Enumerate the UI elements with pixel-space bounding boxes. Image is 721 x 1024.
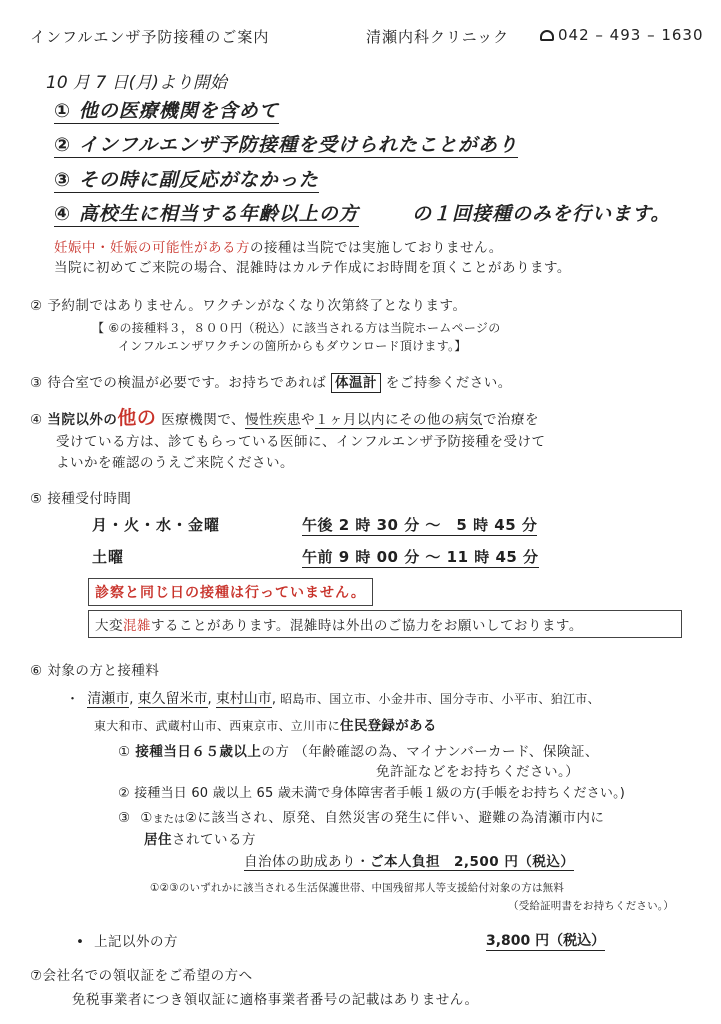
city-higashimurayama: 東村山市 [215, 691, 272, 707]
eligibility-1-line-2: 免許証などをお持ちください。） [376, 764, 580, 780]
city-kiyose: 清瀬市 [87, 691, 130, 707]
thermometer-box: 体温計 [331, 373, 381, 393]
item4-line-2: 受けている方は、診てもらっている医師に、インフルエンザ予防接種を受けて [56, 434, 546, 450]
item7-line [30, 964, 253, 984]
crowd-notice-red: 混雑 [123, 618, 151, 634]
item4-t1: 医療機関で、 [161, 412, 245, 428]
item4-red-other: 他の [117, 407, 157, 429]
item4-line-3: よいかを確認のうえご来院ください。 [56, 455, 294, 471]
eligibility-1-bold: 接種当日６５歳以上 [135, 744, 262, 760]
hours-row-saturday-time: 午前 9 時 00 分 ～ 11 時 45 分 [302, 548, 539, 566]
item2-number: ② [30, 298, 43, 314]
item2-line [30, 294, 466, 314]
phone-number-line [540, 26, 704, 44]
item6-number: ⑥ [30, 663, 43, 679]
eligibility-3-bold: 居住 [144, 832, 172, 848]
item2-note-2: インフルエンザワクチンの箇所からもダウンロード頂けます。】 [118, 339, 467, 353]
eligibility-1-number: ① [118, 744, 131, 760]
crowd-notice-pre: 大変 [95, 618, 123, 634]
item4-t3: で治療を [482, 412, 539, 428]
eligibility-3-line-2 [144, 828, 256, 848]
item4-number: ④ [30, 412, 43, 428]
eligibility-3-b: ②に該当され、原発、自然災害の発生に伴い、避難の為清瀬市内に [184, 810, 605, 826]
phone-number: 042 – 493 – 1630 [558, 26, 704, 44]
pregnancy-note [54, 236, 503, 256]
self-pay-amount: ご本人負担 2,500 円（税込） [370, 854, 575, 870]
condition-3: ③ その時に副反応がなかった [54, 165, 319, 193]
pregnancy-note-rest: の接種は当院では実施しておりません。 [250, 240, 503, 256]
other-price: 3,800 円（税込） [486, 930, 605, 951]
hours-row-weekday-time: 午後 2 時 30 分 ～ 5 時 45 分 [302, 516, 538, 534]
start-date: 10 月 7 日(月)より開始 [46, 73, 227, 93]
self-pay-line [244, 850, 574, 871]
item5-title-line [30, 487, 131, 507]
hours-row-saturday-days: 土曜 [92, 548, 125, 566]
item4-bold: 当院以外の [47, 412, 118, 428]
first-visit-note: 当院に初めてご来院の場合、混雑時はカルテ作成にお時間を頂くことがあります。 [54, 260, 571, 276]
eligibility-3-line-2-text: されている方 [172, 832, 256, 848]
phone-icon [540, 30, 554, 41]
city-higashikurume: 東久留米市 [137, 691, 208, 707]
eligibility-3-small: または [152, 813, 185, 825]
item3-line [30, 371, 512, 391]
eligibility-3-a: ① [140, 810, 153, 826]
other-label: 上記以外の方 [94, 934, 179, 950]
condition-1: ① 他の医療機関を含めて [54, 96, 279, 124]
subsidy-text: 自治体の助成あり・ [244, 854, 370, 870]
item4-line-1 [30, 403, 539, 430]
cities-line-1: ・ 清瀬市, 東久留米市, 東村山市, 昭島市、国立市、小金井市、国分寺市、小平市、狛江市、 [66, 691, 600, 707]
item3-post: をご持参ください。 [385, 375, 512, 391]
item6-title-line [30, 659, 159, 679]
item7-number: ⑦ [30, 968, 43, 984]
cities-line-2 [94, 714, 437, 734]
eligibility-1-rest: の方 （年齢確認の為、マイナンバーカード、保険証、 [261, 744, 599, 760]
item4-chronic: 慢性疾患 [244, 412, 301, 428]
document-title: インフルエンザ予防接種のご案内 [30, 28, 270, 46]
item5-title: 接種受付時間 [47, 491, 132, 507]
other-bullet: • [76, 934, 85, 950]
eligibility-2-number: ② [118, 786, 130, 801]
item4-t2: や [300, 412, 315, 428]
same-day-notice: 診察と同じ日の接種は行っていません。 [88, 578, 373, 606]
eligibility-3 [118, 806, 604, 826]
item4-recent-illness: １ヶ月以内にその他の病気 [314, 412, 483, 428]
item7-line-2: 免税事業者につき領収証に適格事業者番号の記載はありません。 [72, 992, 479, 1008]
exemption-note-1: ①②③のいずれかに該当される生活保護世帯、中国残留邦人等支援給付対象の方は無料 [150, 882, 565, 894]
condition-2: ② インフルエンザ予防接種を受けられたことがあり [54, 130, 518, 158]
clinic-name: 清瀬内科クリニック [366, 28, 510, 46]
eligibility-1 [118, 740, 599, 760]
item6-title: 対象の方と接種料 [47, 663, 160, 679]
crowd-notice-post: することがあります。混雑時は外出のご協力をお願いしております。 [151, 618, 583, 634]
item2-note-1: 【 ⑥の接種料３，８００円（税込）に該当される方は当院ホームページの [92, 321, 501, 335]
other-residents-line [76, 930, 178, 950]
crowd-notice [88, 610, 682, 638]
eligibility-2-text: 接種当日 60 歳以上 65 歳未満で身体障害者手帳１級の方(手帳をお持ちください。) [134, 786, 626, 801]
conditions-tail: の１回接種のみを行います。 [412, 203, 671, 225]
hours-row-weekday-days: 月・火・水・金曜 [92, 516, 221, 534]
residency-requirement: 住民登録がある [340, 718, 437, 734]
cities-rest: 昭島市、国立市、小金井市、国分寺市、小平市、狛江市、 [280, 692, 600, 706]
eligibility-2 [118, 782, 625, 801]
item7-text: 会社名での領収証をご希望の方へ [42, 968, 253, 984]
condition-4: ④ 高校生に相当する年齢以上の方 [54, 199, 359, 227]
cities-line-2-text: 東大和市、武蔵村山市、西東京市、立川市に [94, 719, 341, 733]
item2-text: 予約制ではありません。ワクチンがなくなり次第終了となります。 [47, 298, 467, 314]
item5-number: ⑤ [30, 491, 43, 507]
pregnancy-note-red: 妊娠中・妊娠の可能性がある方 [54, 240, 250, 256]
exemption-note-2: （受給証明書をお持ちください。） [508, 900, 674, 912]
item3-number: ③ [30, 375, 43, 391]
item3-pre: 待合室での検温が必要です。お持ちであれば [47, 375, 327, 391]
cities-bullet: ・ [66, 692, 80, 707]
eligibility-3-number: ③ [118, 810, 131, 826]
